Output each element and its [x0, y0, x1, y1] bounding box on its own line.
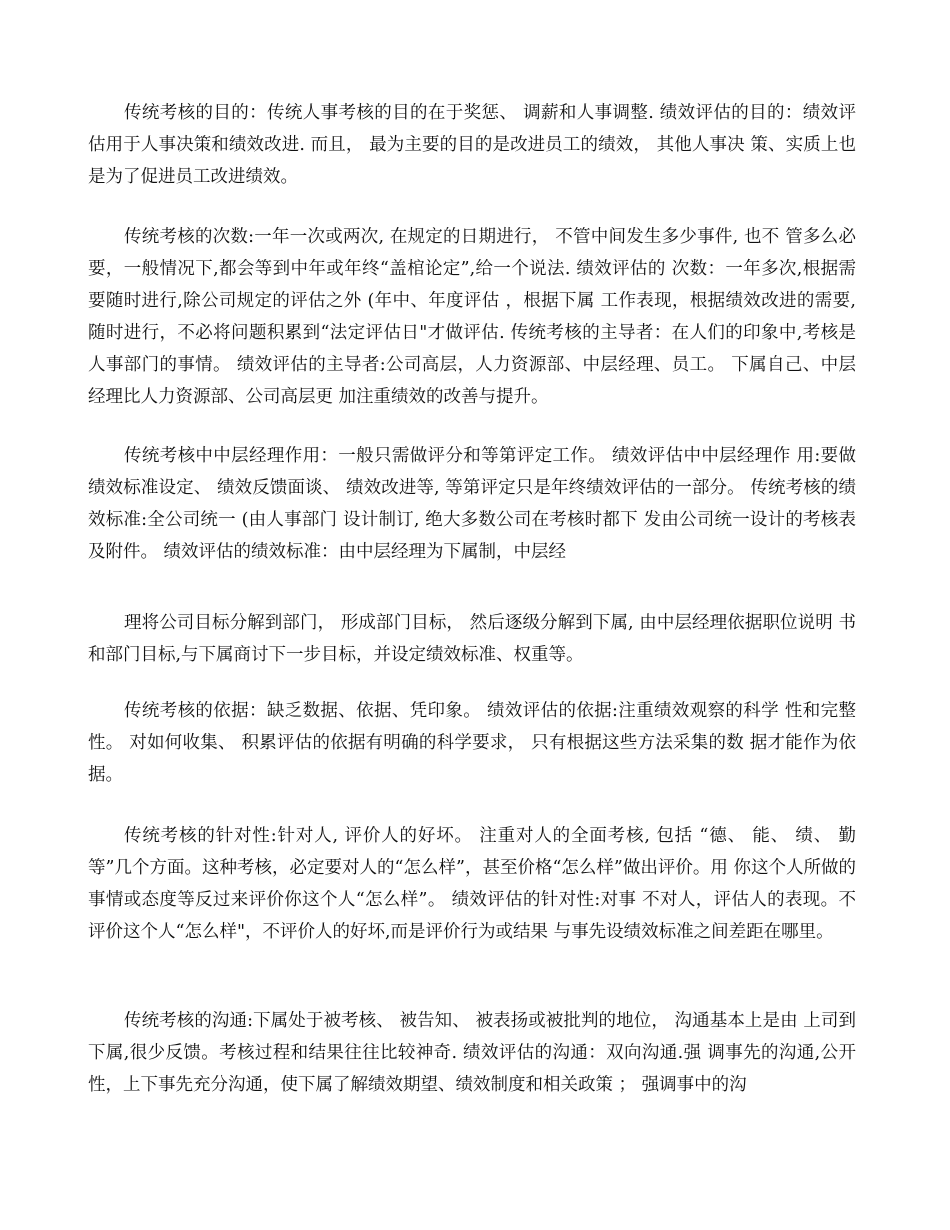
paragraph-focus: 传统考核的针对性:针对人, 评价人的好坏。 注重对人的全面考核, 包括 “德、 能、 绩、 勤等”几个方面。这种考核，必定要对人的“怎么样”，甚至价格“怎么样”做出评价。用 你这个人所做的事情或态度等反过来评价你这个人“怎么样”。 绩效评估的针对性:对事 不对人，评估人的表现。不评价这个人“怎么样"，不评价人的好坏,而是评价行为或结果 与事先设绩效标准之间差距在哪里。	[88, 826, 856, 942]
paragraph-communication: 传统考核的沟通:下属处于被考核、 被告知、 被表扬或被批判的地位， 沟通基本上是由 上司到下属,很少反馈。考核过程和结果往往比较神奇. 绩效评估的沟通：双向沟通.强 调事先的沟通,公开性，上下事先充分沟通，使下属了解绩效期望、绩效制度和相关政策 ； 强调事中的沟	[88, 1011, 856, 1095]
paragraph-basis: 传统考核的依据：缺乏数据、依据、凭印象。 绩效评估的依据:注重绩效观察的科学 性和完整性。 对如何收集、 积累评估的依据有明确的科学要求， 只有根据这些方法采集的数 据才能作为依据。	[88, 701, 856, 785]
paragraph-goal-cascade: 理将公司目标分解到部门， 形成部门目标， 然后逐级分解到下属, 由中层经理依据职位说明 书和部门目标,与下属商讨下一步目标，并设定绩效标准、权重等。	[88, 613, 856, 665]
paragraph-manager-role: 传统考核中中层经理作用：一般只需做评分和等第评定工作。 绩效评估中中层经理作 用:要做绩效标准设定、 绩效反馈面谈、 绩效改进等, 等第评定只是年终绩效评估的一部分。 传统考核的绩效标准:全公司统一 (由人事部门 设计制订, 绝大多数公司在考核时都下 发由公司统一设计的考核表及附件。 绩效评估的绩效标准：由中层经理为下属制，中层经	[88, 446, 856, 562]
paragraph-purpose: 传统考核的目的：传统人事考核的目的在于奖惩、 调薪和人事调整. 绩效评估的目的：绩效评估用于人事决策和绩效改进. 而且， 最为主要的目的是改进员工的绩效， 其他人事决 策、实质上也是为了促进员工改进绩效。	[88, 103, 856, 187]
paragraph-frequency: 传统考核的次数:一年一次或两次, 在规定的日期进行， 不管中间发生多少事件, 也不 管多么必要，一般情况下,都会等到中年或年终“盖棺论定”,给一个说法. 绩效评估的 次数：一年多次,根据需要随时进行,除公司规定的评估之外 (年中、年度评估 ，根据下属 工作表现，根据绩效改进的需要,随时进行，不必将问题积累到“法定评估日"才做评估. 传统考核的主导者：在人们的印象中,考核是人事部门的事情。 绩效评估的主导者:公司高层，人力资源部、中层经理、员工。 下属自己、中层经理比人力资源部、公司高层更 加注重绩效的改善与提升。	[88, 227, 856, 407]
